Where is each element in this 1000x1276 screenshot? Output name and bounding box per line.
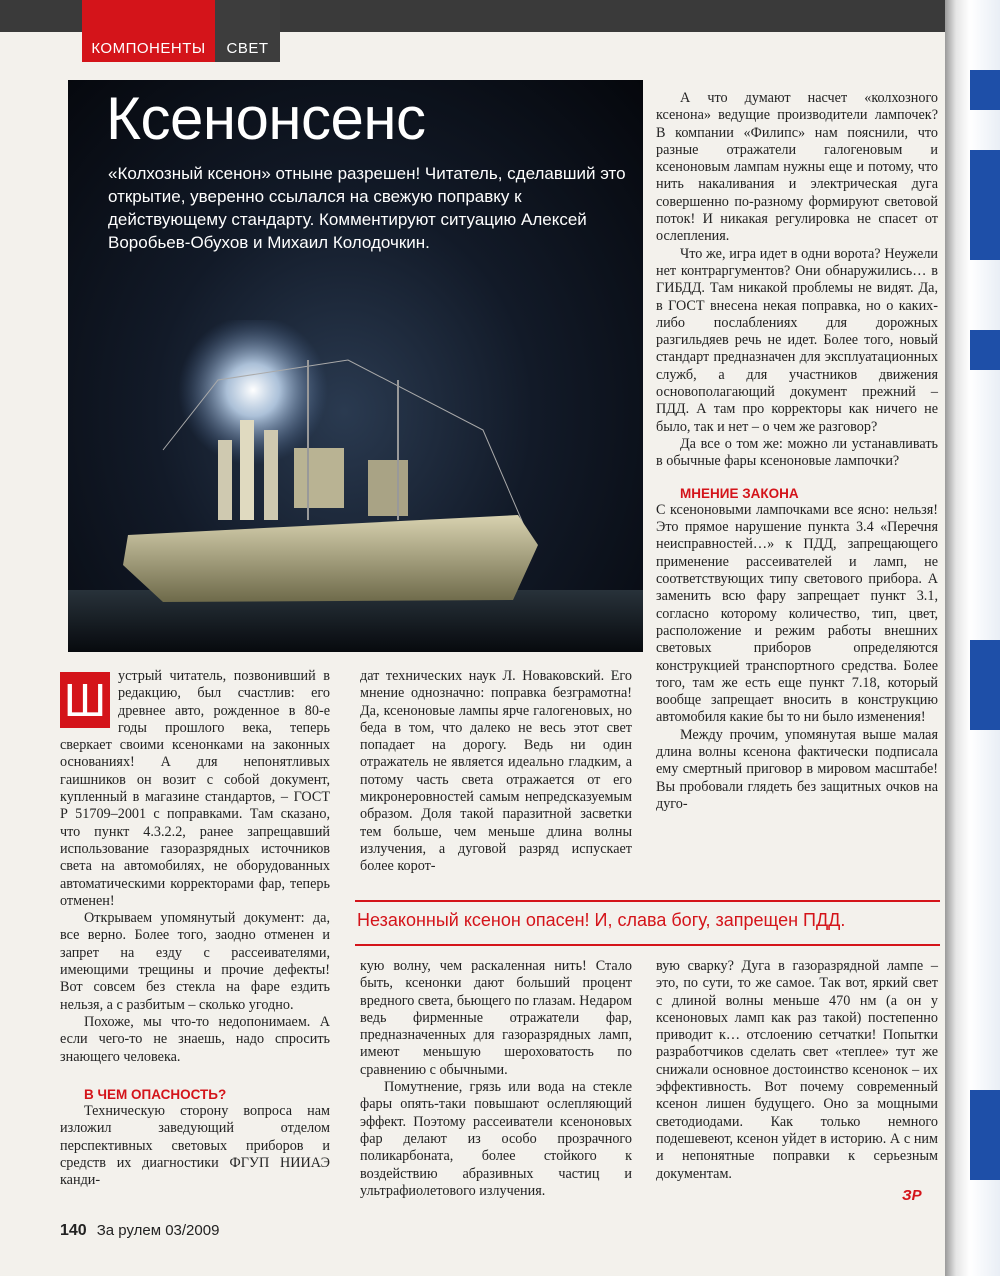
article-lead: «Колхозный ксенон» отныне разрешен! Читатель, сделавший это открытие, уверенно ссылался на свежую поправку к действующему стандарту. Комментируют ситуацию Алексей Воробьев-Обухов и Михаил Колодочкин. [108, 164, 626, 252]
page-number: 140 [60, 1222, 87, 1239]
article-column-3-bottom [656, 958, 938, 1183]
page-footer [60, 1222, 219, 1240]
paragraph: Похоже, мы что-то недопонимаем. А если чего-то не знаешь, надо спросить знающего человека. [60, 1013, 330, 1065]
section-tab-components-label: КОМПОНЕНТЫ [91, 40, 206, 57]
article-column-3-top [656, 90, 938, 813]
end-mark: ЗР [902, 1187, 922, 1204]
article-column-1 [60, 668, 330, 1190]
next-page-edge [945, 0, 1000, 1276]
cruiser-illustration [68, 320, 643, 652]
subheading-danger: В ЧЕМ ОПАСНОСТЬ? [84, 1086, 227, 1102]
article-title: Ксенонсенс [106, 85, 426, 152]
paragraph-text: устрый читатель, позвонивший в редакцию, был счастлив: его древнее авто, рожденное в 80-е годы прошлого века, теперь сверкает своими ксенонками на законных основаниях! А для непонятливых гаишников он возит с собой документ, купленный в магазине стандартов, – ГОСТ Р 51709–2001 с поправками. Там сказано, что пункт 4.3.2.2, ранее запрещавший использование газоразрядных источников света на автомобилях, не оборудованных автоматическими корректорами фар, теперь отменен! [60, 668, 330, 909]
paragraph: Что же, игра идет в одни ворота? Неужели нет контраргументов? Они обнаружились… в ГИБДД. Там никакой проблемы не видят. Да, в ГОСТ внесена некая поправка, но о каких-либо послаблениях для дорожных разгильдяев речь не идет. Более того, новый стандарт предназначен для эксплуатационных служб, а для участников движения основополагающий документ прежний – ПДД. А там про корректоры как ничего не было, так и нет – о чем же разговор? [656, 245, 938, 435]
article-column-2-bottom [360, 958, 632, 1200]
paragraph: вую сварку? Дуга в газоразрядной лампе – это, по сути, то же самое. Так вот, яркий свет с длиной волны меньше 470 нм (а он у ксеноновых ламп как раз такой) постепенно приводит к… отслоению сетчатки! Попытки разработчиков сделать свет «теплее» тут же снижали основное достоинство ксенонок – их эффективность. Вот почему современный ксенон лишен будущего. Оно за мощными светодиодами. Как только немного подешевеют, ксенон уйдет в историю. А с ним и непонятные поправки к серьезным документам. [656, 958, 938, 1182]
paragraph: Да все о том же: можно ли устанавливать в обычные фары ксеноновые лампочки? [656, 435, 938, 470]
article-column-2-top [360, 668, 632, 876]
paragraph: Открываем упомянутый документ: да, все верно. Более того, заодно отменен и запрет на езду с рассеивателями, имеющими трещины и прочие дефекты! Вот совсем без стекла на фаре ездить нельзя, а с разбитым – сколько угодно. [60, 910, 330, 1013]
paragraph: Помутнение, грязь или вода на стекле фары опять-таки повышают ослепляющий эффект. Поэтому рассеиватели ксеноновых фар делают из особо прозрачного поликарбоната, более стойкого к воздействию абразивных частиц и ультрафиолетового излучения. [360, 1079, 632, 1199]
pull-quote-text: Незаконный ксенон опасен! И, слава богу, запрещен ПДД. [357, 910, 846, 930]
paragraph: Между прочим, упомянутая выше малая длина волны ксенона фактически подписала ему смертный приговор в мировом масштабе! Вы пробовали глядеть без защитных очков на дуго- [656, 726, 938, 812]
edge-bar [970, 150, 1000, 260]
section-tab-light [215, 0, 280, 62]
paragraph: Техническую сторону вопроса нам изложил заведующий отделом перспективных световых приборов и средств их диагностики ФГУП НИИАЭ канди- [60, 1103, 330, 1189]
pull-quote [355, 900, 940, 946]
paragraph: С ксеноновыми лампочками все ясно: нельзя! Это прямое нарушение пункта 3.4 «Перечня неисправностей…» к ПДД, запрещающего применение рассеивателей и ламп, не соответствующих типу светового прибора. А заменить всю фару запрещает пункт 3.1, согласно которому количество, тип, цвет, расположение и режим работы внешних световых приборов определяются конструкцией транспортного средства. Более того, там же есть еще пункт 7.18, который вообще запрещает вносить в конструкцию автомобиля какие бы то ни было изменения! [656, 501, 938, 726]
edge-bar [970, 70, 1000, 110]
edge-bar [970, 640, 1000, 730]
section-tab-light-label: СВЕТ [226, 40, 269, 57]
edge-bar [970, 330, 1000, 370]
hero-photo [68, 80, 643, 652]
drop-cap: Ш [60, 672, 110, 728]
edge-bar [970, 1090, 1000, 1180]
paragraph: А что думают насчет «колхозного ксенона» ведущие производители лампочек? В компании «Филипс» нам пояснили, что разные отражатели галогеновым и ксеноновым лампам нужны еще и потому, что нить накаливания и электрическая дуга совершенно по-разному формируют световой поток! И никакая регулировка не спасет от ослепления. [656, 90, 938, 245]
paragraph: дат технических наук Л. Новаковский. Его мнение однозначно: поправка безграмотна! Да, ксеноновые лампы ярче галогеновых, но беда в том, что далеко не весь этот свет попадает на дорогу. Ведь ни один отражатель не является идеально гладким, а потому часть света отражается от его микронеровностей самым непредсказуемым образом. Доля такой паразитной засветки тем больше, чем меньше длина волны излучения, а дуговой разряд испускает более корот- [360, 668, 632, 875]
paragraph: кую волну, чем раскаленная нить! Стало быть, ксенонки дают больший процент вредного света, бьющего по глазам. Недаром ведь фирменные отражатели фар, предназначенных для газоразрядных ламп, имеют меньшую шероховатость по сравнению с обычными. [360, 958, 632, 1078]
subheading-law: МНЕНИЕ ЗАКОНА [680, 485, 799, 501]
magazine-issue: За рулем 03/2009 [96, 1222, 220, 1239]
section-tab-components [82, 0, 215, 62]
paragraph [60, 668, 330, 910]
